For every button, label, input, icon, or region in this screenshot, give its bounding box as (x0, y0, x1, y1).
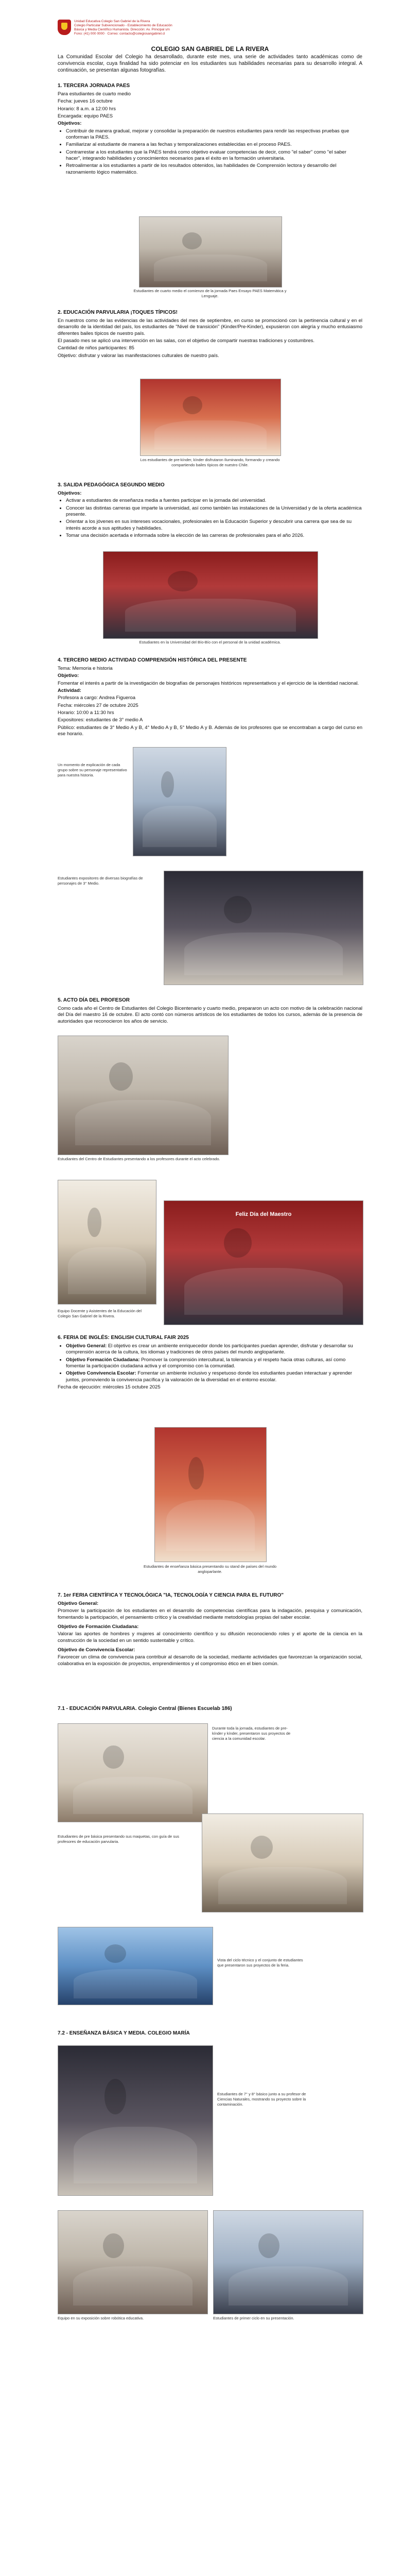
section-feria-cientifica (58, 1592, 362, 1668)
photo-caption: Equipo en su exposición sobre robótica educativa. (58, 2316, 144, 2320)
photo-exposicion-1 (133, 747, 226, 856)
photo-caption: Estudiantes de enseñanza básica presentando su stand de países del mundo angloparlante. (143, 1564, 277, 1574)
section-text: Objetivo: disfrutar y valorar las manifestaciones culturales de nuestro país. (58, 352, 219, 359)
photo-caption: Estudiantes del Centro de Estudiantes presentando a los profesores durante el acto celebrado. (58, 1157, 220, 1161)
item-label: Objetivo Formación Ciudadana: (66, 1357, 140, 1363)
section-heading: 1. TERCERA JORNADA PAES (58, 83, 130, 89)
list-item: • Contrarrestar a los estudiantes que la PAES tendrá como objetivo evaluar competencias de decir, como "el saber" como "el saber hacer", integrando habilidades y conocimientos necesarios para el éxito en la formación universitaria. (66, 149, 362, 162)
photo-paes (139, 216, 282, 287)
photo-caption: Equipo Docente y Asistentes de la Educación del Colegio San Gabriel de la Rivera. (58, 1309, 142, 1318)
photo-caption: Estudiantes de pre básica presentando sus maquetas, con guía de sus profesores de educación parvularia. (58, 1834, 179, 1844)
section-heading: 7.1 - EDUCACIÓN PARVULARIA. Colegio Central (Bienes Escuelab 186) (58, 1706, 232, 1711)
photo-caption: Estudiantes expositores de diversas biografías de personajes de 3° Medio. (58, 876, 143, 886)
section-heading: 7.2 - ENSEÑANZA BÁSICA Y MEDIA. COLEGIO MARÍA (58, 2030, 190, 2036)
section-feria-ingles (58, 1334, 362, 1392)
section-tercero-medio (58, 657, 362, 738)
event-date: Fecha de ejecución: miércoles 15 octubre 2025 (58, 1384, 161, 1391)
item-text: Promover la comprensión intercultural, la tolerancia y el respeto hacia otras culturas, así como fomentar la participación ciudadana activa y el compromiso con la comunidad. (66, 1357, 346, 1369)
photo-ciencia-2 (202, 1814, 363, 1912)
item-label: Objetivo de Convivencia Escolar: (58, 1647, 135, 1653)
photo-caption: Estudiantes en la Universidad del Bío-Bío con el personal de la unidad académica. (139, 640, 281, 645)
school-info-line: Fono: (41) 000 0000 · Correo: contacto@colegiosangabriel.cl (74, 32, 165, 36)
objectives-list (58, 128, 362, 176)
list-item (66, 1370, 362, 1383)
photo-basica-1 (58, 2045, 213, 2196)
photo-caption: Los estudiantes de pre-kínder, kínder disfrutaron Iluminando, formando y creando compartiendo bailes típicos de nuestro Chile. (140, 457, 280, 467)
section-text: El pasado mes se aplicó una intervención en las salas, con el objetivo de compartir nuestras tradiciones y costumbres. (58, 338, 315, 344)
photo-basica-3 (213, 2210, 363, 2314)
section-dia-profesor (58, 997, 362, 1026)
section-paes (58, 82, 362, 177)
photo-acto-1 (58, 1036, 229, 1155)
photo-caption: Durante toda la jornada, estudiantes de pre-kínder y kínder, presentaron sus proyectos de ciencia a la comunidad escolar. (212, 1726, 291, 1741)
photo-caption: Un momento de explicación de cada grupo sobre su personaje representativo para nuestra historia. (58, 762, 127, 777)
item-label: Objetivo General: (58, 1601, 99, 1606)
photo-caption: Vista del ciclo técnico y el conjunto de estudiantes que presentaron sus proyectos de la feria. (217, 1958, 303, 1968)
photo-ciencia-1 (58, 1723, 208, 1822)
info-line: Fecha: jueves 16 octubre (58, 98, 113, 105)
objectives-list (58, 498, 362, 539)
list-item: • Contribuir de manera gradual, mejorar y consolidar la preparación de nuestros estudiantes para rendir las respectivas pruebas que conforman la PAES. (66, 128, 362, 141)
info-line: Público: estudiantes de 3° Medio A y B, 4° Medio A y B, 5° Medio A y B. Además de los profesores que se encontraban a cargo del curso en ese horario. (58, 724, 362, 737)
school-logo (58, 20, 71, 35)
item-text: Favorecer un clima de convivencia para contribuir al desarrollo de la sociedad, mediante actividades que favorezcan la organización social, colaborativa en la exposición de proyectos, emprendimientos y el compromiso ético en el bien común. (58, 1654, 362, 1667)
section-text: En nuestros como de las evidencias de las actividades del mes de septiembre, en curso se promocionó con la pertinencia cultural y en el desarrollo de la identidad del país, los estudiantes de "Nivel de transición" (Kinder/Pre-Kinder), expusieron con alegría y mucho entusiasmo diferentes bailes típicos de nuestro país. (58, 318, 362, 336)
photo-caption: Estudiantes de primer ciclo en su presentación. (213, 2316, 294, 2320)
section-parvularia-ciencia (58, 1705, 362, 1714)
info-line: Profesora a cargo: Andrea Figueroa (58, 695, 136, 701)
photo-acto-3 (164, 1200, 363, 1325)
photo-ciencia-3 (58, 1927, 213, 2005)
school-info-line: Unidad Educativa Colegio San Gabriel de la Rivera (74, 20, 150, 23)
item-text: El objetivo es crear un ambiente enriquecedor donde los participantes puedan aprender, disfrutar y desarrollar su comprensión acerca de la cultura, los idiomas y tradiciones de otros países del mundo angloparlante. (66, 1343, 353, 1355)
school-info-line: Básica y Media Científico Humanista. Dirección: Av. Principal s/n (74, 28, 170, 32)
list-item: • Retroalimentar a los estudiantes a partir de los resultados obtenidos, las habilidades de Comprensión lectora y desarrollo del razonamiento lógico matemático. (66, 163, 362, 176)
section-heading: 3. SALIDA PEDAGÓGICA SEGUNDO MEDIO (58, 482, 165, 488)
document-title: COLEGIO SAN GABRIEL DE LA RIVERA (151, 45, 269, 53)
section-text: Como cada año el Centro de Estudiantes del Colegio Bicentenario y cuarto medio, prepararon un acto con motivo de la celebración nacional del Día del maestro 16 de octubre. El acto contó con números artísticos de los estudiantes de todos los cursos, además de la presencia de autoridades que reconocieron los años de servicio. (58, 1006, 362, 1024)
info-line: Objetivo: (58, 673, 79, 679)
info-line: Actividad: (58, 688, 81, 694)
section-heading: 7. 1er FERIA CIENTÍFICA Y TECNOLÓGICA "IA, TECNOLOGÍA Y CIENCIA PARA EL FUTURO" (58, 1592, 284, 1598)
photo-basica-2 (58, 2210, 208, 2314)
section-basica-media (58, 2030, 362, 2039)
info-line: Fecha: miércoles 27 de octubre 2025 (58, 702, 138, 708)
item-text: Fomentar un ambiente inclusivo y respetuoso donde los estudiantes puedan interactuar y aprender juntos, promoviendo la convivencia pacífica y la valoración de la diversidad en el entorno escolar. (66, 1370, 353, 1383)
info-line: Fomentar el interés a partir de la investigación de biografías de personajes históricos representativos y el ejercicio de la identidad nacional. (58, 680, 359, 686)
photo-caption: Estudiantes de 7° y 8° básico junto a su profesor de Ciencias Naturales, mostrando su proyecto sobre la contaminación. (217, 2092, 306, 2107)
photo-bailes (140, 379, 281, 456)
info-line: Para estudiantes de cuarto medio (58, 91, 131, 97)
section-heading: 4. TERCERO MEDIO ACTIVIDAD COMPRENSIÓN HISTÓRICA DEL PRESENTE (58, 657, 247, 663)
item-label: Objetivo de Formación Ciudadana: (58, 1624, 139, 1630)
objectives-list (58, 1343, 362, 1383)
info-line: Expositores: estudiantes de 3° medio A (58, 717, 143, 723)
photo-feria-ingles (154, 1427, 267, 1562)
intro-paragraph: La Comunidad Escolar del Colegio ha desarrollado, durante este mes, una serie de actividades tanto académicas como de convivencia escolar, cuya finalidad ha sido potenciar en los estudiantes sus habilidades necesarias para su desarrollo integral. A continuación, se presentan algunas fotografías. (58, 54, 362, 73)
photo-universidad (103, 551, 318, 639)
item-text: Promover la participación de los estudiantes en el desarrollo de competencias científicas para la indagación, pesquisa y comunicación, fomentando la participación, el pensamiento crítico y la creatividad mediante metodologías propias del saber escolar. (58, 1608, 362, 1620)
school-info-line: Colegio Particular Subvencionado - Establecimiento de Educación (74, 24, 172, 28)
banner-text: Feliz Día del Maestro (235, 1211, 292, 1218)
info-line: Encargada: equipo PAES (58, 113, 113, 120)
section-salida (58, 482, 362, 540)
section-text: Cantidad de niños participantes: 85 (58, 345, 134, 351)
section-heading: 6. FERIA DE INGLÉS: ENGLISH CULTURAL FAIR 2025 (58, 1335, 189, 1341)
objectives-label: Objetivos: (58, 490, 82, 496)
school-info (74, 20, 270, 37)
photo-acto-2 (58, 1180, 156, 1304)
list-item: • Familiarizar al estudiante de manera a las fechas y temporalizaciones establecidas en el proceso PAES. (66, 142, 362, 148)
objectives-label: Objetivos: (58, 121, 82, 127)
item-text: Valorar las aportes de hombres y mujeres al conocimiento científico y su difusión reconociendo roles y el aporte de la ciencia en la construcción de la sociedad en un sentido sustentable y crítico. (58, 1631, 362, 1643)
info-line: Tema: Memoria e historia (58, 666, 113, 671)
list-item: • Activar a estudiantes de enseñanza media a fuentes participar en la jornada del universidad. (66, 498, 362, 504)
list-item (66, 1343, 362, 1356)
section-heading: 5. ACTO DÍA DEL PROFESOR (58, 997, 130, 1003)
section-heading: 2. EDUCACIÓN PARVULARIA ¡TOQUES TÍPICOS! (58, 310, 178, 315)
list-item: • Orientar a los jóvenes en sus intereses vocacionales, profesionales en la Educación Superior y descubrir una carrera que sea de su interés acorde a sus aptitudes y habilidades. (66, 519, 362, 532)
item-label: Objetivo Convivencia Escolar: (66, 1370, 136, 1377)
item-label: Objetivo General: (66, 1343, 107, 1349)
list-item: • Tomar una decisión acertada e informada sobre la elección de las carreras de profesionales para el año 2026. (66, 533, 362, 539)
info-line: Horario: 8 a.m. a 12:00 hrs (58, 106, 116, 112)
list-item (66, 1357, 362, 1370)
photo-caption: Estudiantes de cuarto medio el comienzo de la jornada Paes Ensayo PAES Matemática y Lenguaje. (133, 289, 287, 298)
section-parvularia (58, 309, 362, 360)
photo-exposicion-2 (164, 871, 363, 985)
list-item: • Conocer las distintas carreras que imparte la universidad, así como también las instalaciones de la Universidad y de la oferta académica presente. (66, 505, 362, 518)
info-line: Horario: 10:00 a 11:30 hrs (58, 710, 114, 716)
